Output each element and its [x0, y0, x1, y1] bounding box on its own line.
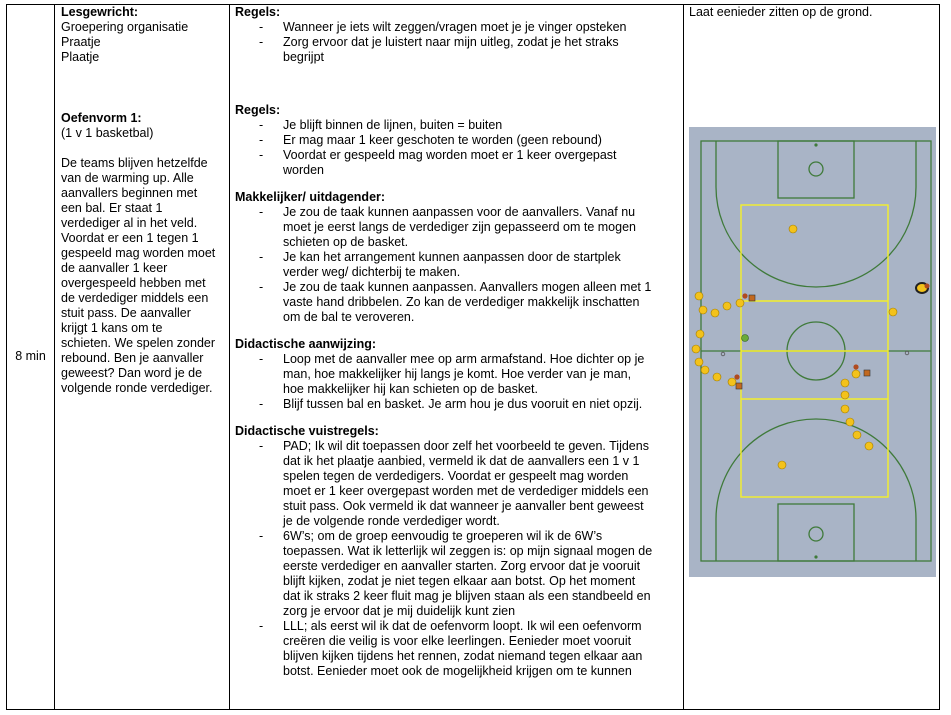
- defender-marker: [742, 293, 747, 298]
- easier-title: Makkelijker/ uitdagender:: [235, 190, 386, 204]
- table-border-right: [939, 4, 940, 710]
- description-line: rebound. Ben je aanvaller: [61, 351, 204, 365]
- description-line: krijgt 1 kans om te: [61, 321, 163, 335]
- list-item: - Wanneer je iets wilt zeggen/vragen moet je je vinger opsteken: [235, 20, 681, 35]
- time-cell: [7, 349, 54, 364]
- exercise-cell: [61, 5, 227, 396]
- description-line: schieten. We spelen zonder: [61, 336, 216, 350]
- col-divider-3: [683, 4, 684, 710]
- attacker-marker: [841, 405, 849, 413]
- description-line: volgende ronde verdediger.: [61, 381, 213, 395]
- ball-marker: [736, 383, 742, 389]
- description-line: van de warming up. Alle: [61, 171, 194, 185]
- rules1-title: Regels:: [235, 5, 281, 19]
- list-item: - Er mag maar 1 keer geschoten te worden (geen rebound): [235, 133, 681, 148]
- lesson-weight-item: Groepering organisatie: [61, 20, 189, 34]
- attacker-marker: [841, 379, 849, 387]
- green-marker: [742, 335, 749, 342]
- defender-marker: [853, 364, 858, 369]
- basketball-court-diagram: [689, 127, 936, 577]
- description-line: Voordat er een 1 tegen 1: [61, 231, 199, 245]
- lesson-weight-item: Praatje: [61, 35, 101, 49]
- attacker-marker: [713, 373, 721, 381]
- ball-marker: [864, 370, 870, 376]
- exercise-description: [61, 156, 227, 396]
- description-line: de verdediger middels een: [61, 291, 209, 305]
- attacker-marker: [723, 302, 731, 310]
- list-item: - Voordat er gespeeld mag worden moet er 1 keer overgepast worden: [235, 148, 681, 178]
- list-item: - 6W’s; om de groep eenvoudig te groeperen wil ik de 6W’s toepassen. Wat ik letterlijk wil zeggen is: op mijn signaal mogen de eerste verdediger en aanvaller starten. Zorg ervoor dat je vooruit blijft kijken, zodat je niet tegen elkaar aan botst. Op het moment dat ik straks 2 keer fluit mag je blijven staan als een standbeeld en zorg je ervoor dat je mij duidelijk kunt zien: [235, 529, 681, 619]
- highlighted-player-ball: [925, 284, 930, 289]
- rules-cell: [235, 5, 681, 708]
- rules2-list: [235, 118, 681, 178]
- attacker-marker: [711, 309, 719, 317]
- list-item: - Je blijft binnen de lijnen, buiten = buiten: [235, 118, 681, 133]
- attacker-marker: [696, 330, 704, 338]
- didactic-title: Didactische aanwijzing:: [235, 337, 377, 351]
- list-item: - Je kan het arrangement kunnen aanpassen door de startplek verder weg/ dichterbij te maken.: [235, 250, 681, 280]
- rules-of-thumb-list: [235, 439, 681, 679]
- description-line: een bal. Er staat 1: [61, 201, 163, 215]
- description-line: aanvallers beginnen met: [61, 186, 198, 200]
- attacker-marker: [889, 308, 897, 316]
- attacker-marker: [852, 370, 860, 378]
- list-item: - Zorg ervoor dat je luistert naar mijn uitleg, zodat je het straks begrijpt: [235, 35, 681, 65]
- attacker-marker: [853, 431, 861, 439]
- list-item: - Loop met de aanvaller mee op arm armafstand. Hoe dichter op je man, hoe makkelijker hij langs je komt. Hoe verder van je man, hoe makkelijker hij kan schieten op de basket.: [235, 352, 681, 397]
- list-item: - PAD; Ik wil dit toepassen door zelf het voorbeeld te geven. Tijdens dat ik het plaatje aanbied, vermeld ik dat de aanvallers een 1 v 1 spelen tegen de verdedigers. Voordat er gespeelt mag worden moet er 1 keer overgepast worden met de verdediger middels een stuit pass. Ook vermeld ik dat wanneer je aanvaller bent geweest je de volgende ronde verdediger wordt.: [235, 439, 681, 529]
- rules-of-thumb-title: Didactische vuistregels:: [235, 424, 379, 438]
- col-divider-1: [54, 4, 55, 710]
- attacker-marker: [865, 442, 873, 450]
- list-item: - Je zou de taak kunnen aanpassen. Aanvallers mogen alleen met 1 vaste hand dribbelen. Zo kan de verdediger makkelijk inschatten om de bal te veroveren.: [235, 280, 681, 325]
- description-line: stuit pass. De aanvaller: [61, 306, 191, 320]
- organisation-note: Laat eenieder zitten op de grond.: [689, 5, 873, 19]
- list-item: - LLL; als eerst wil ik dat de oefenvorm loopt. Ik wil een oefenvorm creëren die veilig is voor elke leerlingen. Eenieder moet vooruit blijven kijken tijdens het rennen, zodat niemand tegen elkaar aan botst. Eenieder moet ook de mogelijkheid krijgen om te kunnen: [235, 619, 681, 679]
- exercise-subtitle: (1 v 1 basketbal): [61, 126, 154, 140]
- attacker-marker: [692, 345, 700, 353]
- rules2-title: Regels:: [235, 103, 281, 117]
- time-label: 8 min: [15, 349, 46, 363]
- attacker-marker: [695, 358, 703, 366]
- didactic-list: [235, 352, 681, 412]
- description-line: de aanvaller 1 keer: [61, 261, 168, 275]
- easier-list: [235, 205, 681, 325]
- description-line: gespeeld mag worden moet: [61, 246, 216, 260]
- lesson-weight-item: Plaatje: [61, 50, 100, 64]
- bottom-basket: [814, 555, 817, 558]
- attacker-marker: [789, 225, 797, 233]
- list-item: - Je zou de taak kunnen aanpassen voor de aanvallers. Vanaf nu moet je eerst langs de verdediger zijn gepasseerd om te mogen schieten op de basket.: [235, 205, 681, 250]
- description-line: geweest? Dan word je de: [61, 366, 203, 380]
- attacker-marker: [695, 292, 703, 300]
- attacker-marker: [778, 461, 786, 469]
- description-line: verdediger al in het veld.: [61, 216, 198, 230]
- attacker-marker: [841, 391, 849, 399]
- ball-marker: [749, 295, 755, 301]
- description-line: De teams blijven hetzelfde: [61, 156, 208, 170]
- rules1-list: [235, 20, 681, 65]
- exercise-title: Oefenvorm 1:: [61, 111, 142, 125]
- organisation-cell: [689, 5, 937, 20]
- top-basket: [814, 143, 817, 146]
- col-divider-2: [229, 4, 230, 710]
- attacker-marker: [846, 418, 854, 426]
- attacker-marker: [728, 378, 736, 386]
- list-item: - Blijf tussen bal en basket. Je arm hou je dus vooruit en niet opzij.: [235, 397, 681, 412]
- court-background: [689, 127, 936, 577]
- lesson-weight-title: Lesgewricht:: [61, 5, 139, 19]
- table-border-bottom: [6, 709, 940, 710]
- attacker-marker: [701, 366, 709, 374]
- attacker-marker: [736, 299, 744, 307]
- attacker-marker: [699, 306, 707, 314]
- description-line: overgespeeld hebben met: [61, 276, 206, 290]
- defender-marker: [734, 374, 739, 379]
